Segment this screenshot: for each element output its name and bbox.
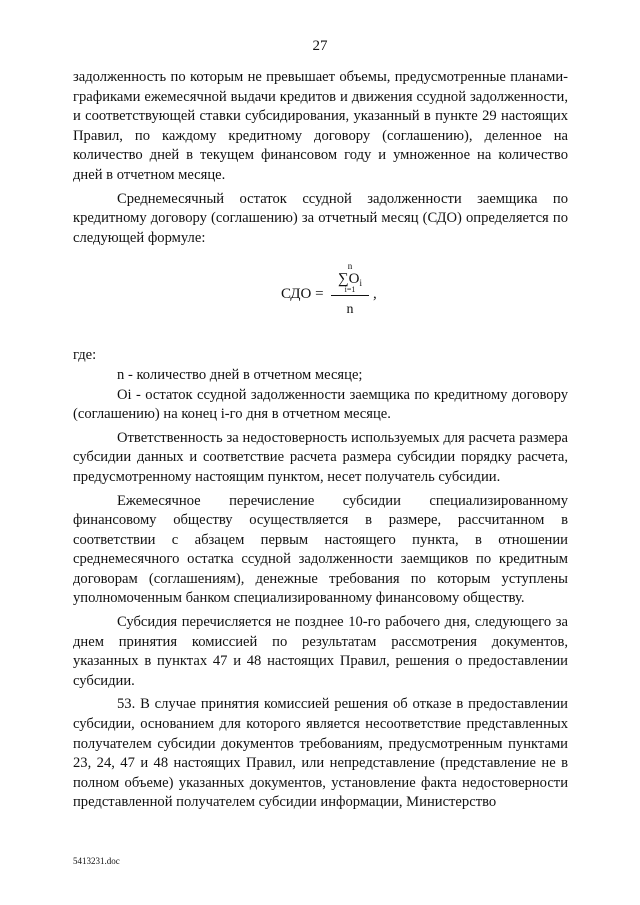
- formula-trailing-comma: ,: [373, 286, 377, 303]
- sum-term: O: [348, 271, 360, 288]
- definition-n: n - количество дней в отчетном месяце;: [117, 366, 363, 383]
- formula-fraction: [331, 262, 369, 332]
- paragraph-formula-intro: Среднемесячный остаток ссудной задолженности заемщика по кредитному договору (соглашению) за отчетный месяц (СДО) определяется по следующей формуле:: [73, 190, 568, 246]
- formula-lhs: СДО =: [281, 286, 324, 303]
- document-body: [73, 68, 568, 813]
- paragraph-transfer-deadline: Субсидия перечисляется не позднее 10-го рабочего дня, следующего за днем принятия комиссией по результатам рассмотрения документов, указанных в пунктах 47 и 48 настоящих Правил, решения о предоставлении субсидии.: [73, 614, 568, 689]
- footer-filename: 5413231.doc: [73, 856, 120, 866]
- fraction-denominator: n: [346, 302, 354, 318]
- sigma-symbol: ∑: [337, 271, 349, 288]
- sum-term-subscript: i: [359, 278, 363, 289]
- paragraph-53: 53. В случае принятия комиссией решения об отказе в предоставлении субсидии, основанием для которого является несоответствие представленных получателем субсидии документов требованиям, предусмотренным пунктами 23, 24, 47 и 48 настоящих Правил, или непредставление (представление не в полном объеме) указанных документов, установление факта недостоверности представленной получателем субсидии информации, Министерство: [73, 696, 568, 811]
- paragraph-continuation: задолженность по которым не превышает объемы, предусмотренные планами-графиками ежемесячной выдачи кредитов и движения ссудной задолженности, и соответствующей ставки субсидирования, указанный в пункте 29 настоящих Правил, по каждому кредитному договору (соглашению), деленное на количество дней в текущем финансовом году и умноженное на количество дней в отчетном месяце.: [73, 69, 568, 183]
- sum-upper-limit: n: [347, 261, 353, 272]
- formula-block: [73, 262, 568, 332]
- sdo-formula: [281, 262, 391, 332]
- paragraph-responsibility: Ответственность за недостоверность используемых для расчета размера субсидии данных и соответствие расчета размера субсидии порядку расчета, предусмотренному настоящим пунктом, несет получатель субсидии.: [73, 429, 568, 485]
- definition-oi: Oi - остаток ссудной задолженности заемщика по кредитному договору (соглашению) на конец i-го дня в отчетном месяце.: [73, 386, 568, 423]
- page-number: 27: [312, 38, 328, 54]
- fraction-bar: [331, 295, 369, 296]
- paragraph-where: где:: [73, 347, 97, 364]
- paragraph-monthly-transfer: Ежемесячное перечисление субсидии специализированному финансовому обществу осуществляется в размере, рассчитанном в соответствии с абзацем первым настоящего пункта, в отношении среднемесячного остатка ссудной задолженности заемщиков по кредитным договорам (соглашениям), денежные требования по которым уступлены уполномоченным банком специализированному финансовому обществу.: [73, 492, 568, 607]
- sum-lower-limit: i=1: [344, 285, 356, 295]
